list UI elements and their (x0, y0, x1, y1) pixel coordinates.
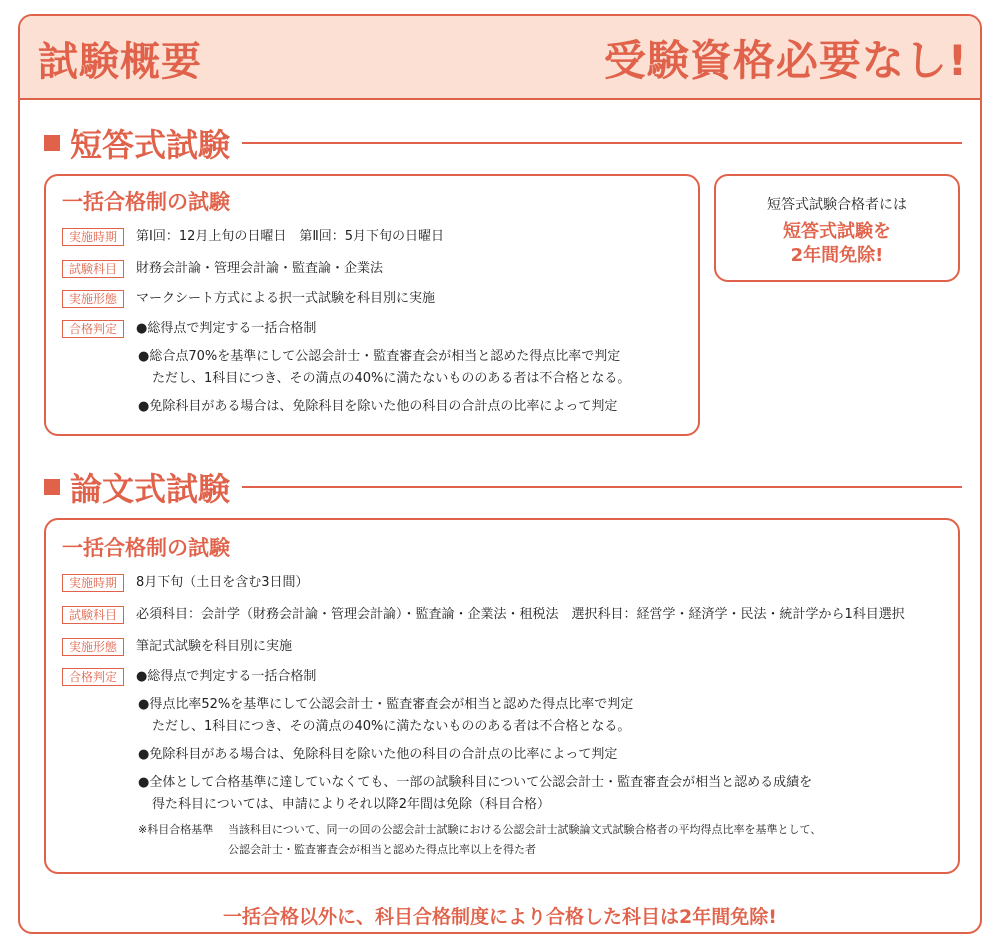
label-tag: 合格判定 (62, 320, 124, 338)
info-row (62, 668, 316, 686)
criteria-line: ただし、1科目につき、その満点の40%に満たないもののある者は不合格となる。 (152, 719, 631, 734)
section-title: 論文式試験 (70, 470, 231, 508)
label-tag: 実施時期 (62, 228, 124, 246)
info-text: ●総得点で判定する一括合格制 (136, 321, 317, 336)
label-tag: 実施時期 (62, 574, 124, 592)
label-tag: 試験科目 (62, 606, 124, 624)
exemption-lead: 短答式試験合格者には (767, 197, 907, 213)
note-text: 当該科目について、同一の回の公認会計士試験における公認会計士試験論文式試験合格者の平均得点比率を基準として、 (228, 823, 822, 836)
note-label: ※科目合格基準 (138, 823, 214, 836)
info-row (62, 320, 316, 338)
footer-highlight: 一括合格以外に、科目合格制度により合格した科目は2年間免除! (223, 906, 777, 928)
info-text: 第Ⅰ回：12月上旬の日曜日 第Ⅱ回：5月下旬の日曜日 (136, 229, 445, 244)
info-text: マークシート方式による択一式試験を科目別に実施 (136, 291, 436, 306)
section-divider (242, 486, 962, 488)
criteria-line: ●総合点70%を基準にして公認会計士・監査審査会が相当と認めた得点比率で判定 (138, 349, 621, 364)
section-square-icon (44, 479, 60, 495)
info-text: 財務会計論・管理会計論・監査論・企業法 (136, 261, 384, 276)
section-header-ronbun (44, 464, 962, 510)
section-divider (242, 142, 962, 144)
info-text: 筆記式試験を科目別に実施 (136, 639, 293, 654)
info-row (62, 638, 292, 656)
section-title: 短答式試験 (70, 126, 231, 164)
label-tag: 実施形態 (62, 638, 124, 656)
box-title: 一括合格制の試験 (62, 190, 230, 214)
criteria-line: ただし、1科目につき、その満点の40%に満たないもののある者は不合格となる。 (152, 371, 631, 386)
criteria-line: ●免除科目がある場合は、免除科目を除いた他の科目の合計点の比率によって判定 (138, 747, 618, 762)
info-row (62, 290, 435, 308)
header-banner (20, 16, 980, 100)
info-row (62, 574, 309, 592)
info-row (62, 228, 444, 246)
section-square-icon (44, 135, 60, 151)
summary-frame (18, 14, 982, 934)
info-text: ●総得点で判定する一括合格制 (136, 669, 317, 684)
exemption-highlight (716, 220, 958, 268)
criteria-line: ●得点比率52%を基準にして公認会計士・監査審査会が相当と認めた得点比率で判定 (138, 697, 634, 712)
section-header-tanto (44, 120, 962, 166)
box-title: 一括合格制の試験 (62, 536, 230, 560)
info-row (62, 606, 905, 624)
exemption-box (714, 174, 960, 282)
page-title: 試験概要 (38, 39, 202, 85)
ronbun-box (44, 518, 960, 874)
note-text: 公認会計士・監査審査会が相当と認めた得点比率以上を得た者 (228, 843, 536, 856)
info-text: 必須科目：会計学（財務会計論・管理会計論）・監査論・企業法・租税法 選択科目：経営学・経済学・民法・統計学から1科目選択 (136, 607, 905, 622)
exemption-line-2: 2年間免除! (790, 245, 884, 266)
label-tag: 試験科目 (62, 260, 124, 278)
info-row (62, 260, 383, 278)
label-tag: 合格判定 (62, 668, 124, 686)
eligibility-headline: 受験資格必要なし! (603, 36, 968, 85)
exemption-line-1: 短答式試験を (783, 221, 891, 242)
label-tag: 実施形態 (62, 290, 124, 308)
tanto-box (44, 174, 700, 436)
criteria-line: ●免除科目がある場合は、免除科目を除いた他の科目の合計点の比率によって判定 (138, 399, 618, 414)
criteria-line: 得た科目については、申請によりそれ以降2年間は免除（科目合格） (152, 797, 551, 812)
info-text: 8月下旬（土日を含む3日間） (136, 575, 309, 590)
criteria-line: ●全体として合格基準に達していなくても、一部の試験科目について公認会計士・監査審査会が相当と認める成績を (138, 775, 813, 790)
